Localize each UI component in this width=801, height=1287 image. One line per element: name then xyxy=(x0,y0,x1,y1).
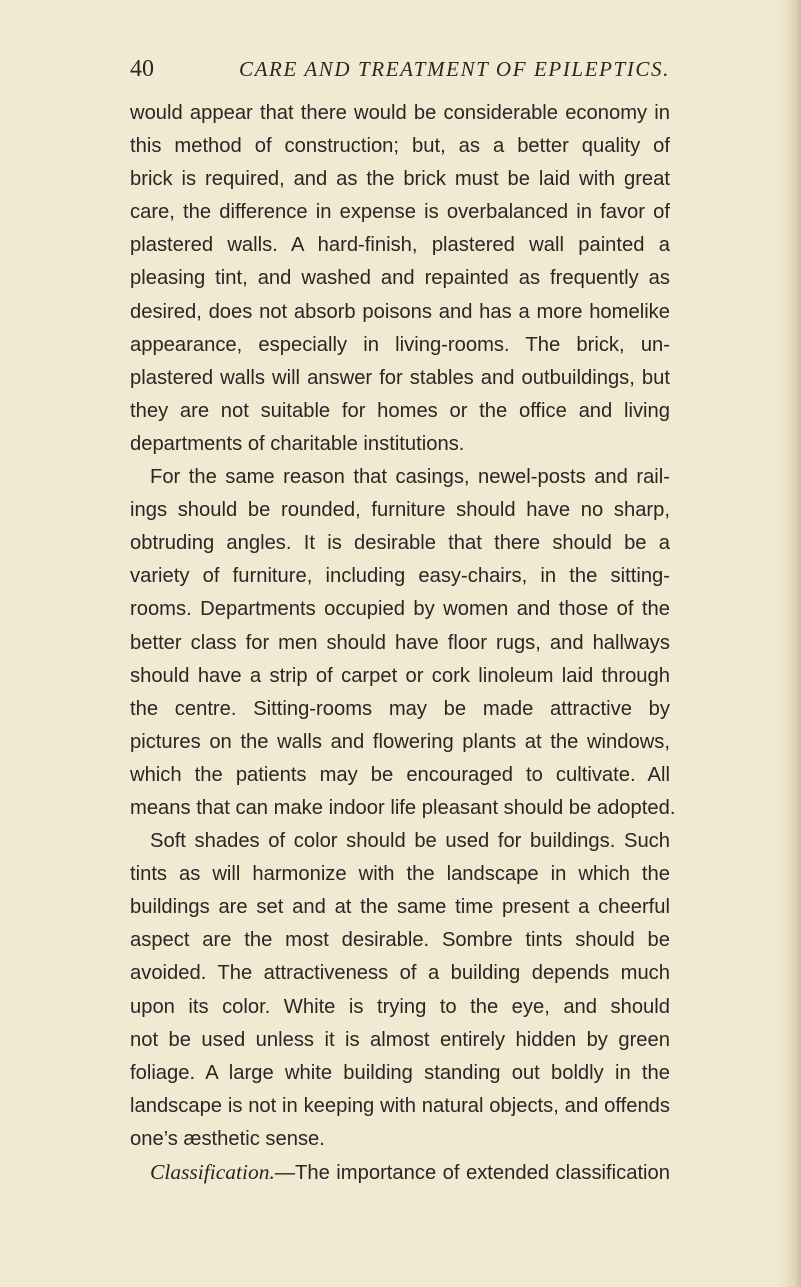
text-line: foliage. A large white building standing out boldly in the xyxy=(130,1061,670,1084)
body-text xyxy=(130,97,676,1189)
text-line: means that can make indoor life pleasant should be adopted. xyxy=(130,796,676,819)
text-line: which the patients may be encouraged to cultivate. All xyxy=(130,763,670,786)
text-line: variety of furniture, including easy-chairs, in the sitting- xyxy=(130,565,670,588)
text-line: brick is required, and as the brick must be laid with great xyxy=(130,168,670,191)
text-line: tints as will harmonize with the landscape in which the xyxy=(130,863,670,886)
page-edge-shadow xyxy=(779,0,801,1287)
text-line: this method of construction; but, as a better quality of xyxy=(130,135,670,158)
section-heading-classification: Classification. xyxy=(150,1160,275,1184)
page-header xyxy=(130,52,670,86)
text-line: upon its color. White is trying to the eye, and should xyxy=(130,995,670,1018)
text-line: obtruding angles. It is desirable that there should be a xyxy=(130,532,670,555)
text-line: landscape is not in keeping with natural objects, and offends xyxy=(130,1094,670,1117)
text-line: ings should be rounded, furniture should have no sharp, xyxy=(130,499,670,522)
running-head: CARE AND TREATMENT OF EPILEPTICS. xyxy=(238,57,670,81)
page-number: 40 xyxy=(130,56,154,82)
text-line: should have a strip of carpet or cork linoleum laid through xyxy=(130,664,670,687)
text-line: desired, does not absorb poisons and has a more homelike xyxy=(130,300,670,323)
section-start-line xyxy=(130,1156,670,1189)
text-line: plastered walls will answer for stables and outbuildings, but xyxy=(130,366,670,389)
text-line: pleasing tint, and washed and repainted as frequently as xyxy=(130,267,670,290)
text-line: care, the difference in expense is overbalanced in favor of xyxy=(130,201,670,224)
text-line: would appear that there would be considerable economy in xyxy=(130,102,670,124)
text-line: pictures on the walls and flowering plants at the windows, xyxy=(130,730,670,753)
text-line: the centre. Sitting-rooms may be made attractive by xyxy=(130,697,670,720)
text-line: not be used unless it is almost entirely hidden by green xyxy=(130,1028,670,1051)
text-line: For the same reason that casings, newel-posts and rail- xyxy=(150,466,670,489)
text-line: aspect are the most desirable. Sombre tints should be xyxy=(130,929,670,952)
text-line: departments of charitable institutions. xyxy=(130,432,465,455)
text-line: plastered walls. A hard-finish, plastered wall painted a xyxy=(130,234,670,257)
text-line: better class for men should have floor rugs, and hallways xyxy=(130,631,670,654)
text-line: Soft shades of color should be used for buildings. Such xyxy=(150,830,670,853)
text-line: rooms. Departments occupied by women and those of the xyxy=(130,598,670,621)
text-line: avoided. The attractiveness of a building depends much xyxy=(130,962,670,985)
section-text: —The importance of extended classification xyxy=(274,1162,670,1184)
text-line: they are not suitable for homes or the office and living xyxy=(130,399,670,422)
text-line: one’s æsthetic sense. xyxy=(130,1127,325,1150)
text-line: appearance, especially in living-rooms. The brick, un- xyxy=(130,333,670,356)
text-line: buildings are set and at the same time present a cheerful xyxy=(130,896,670,919)
